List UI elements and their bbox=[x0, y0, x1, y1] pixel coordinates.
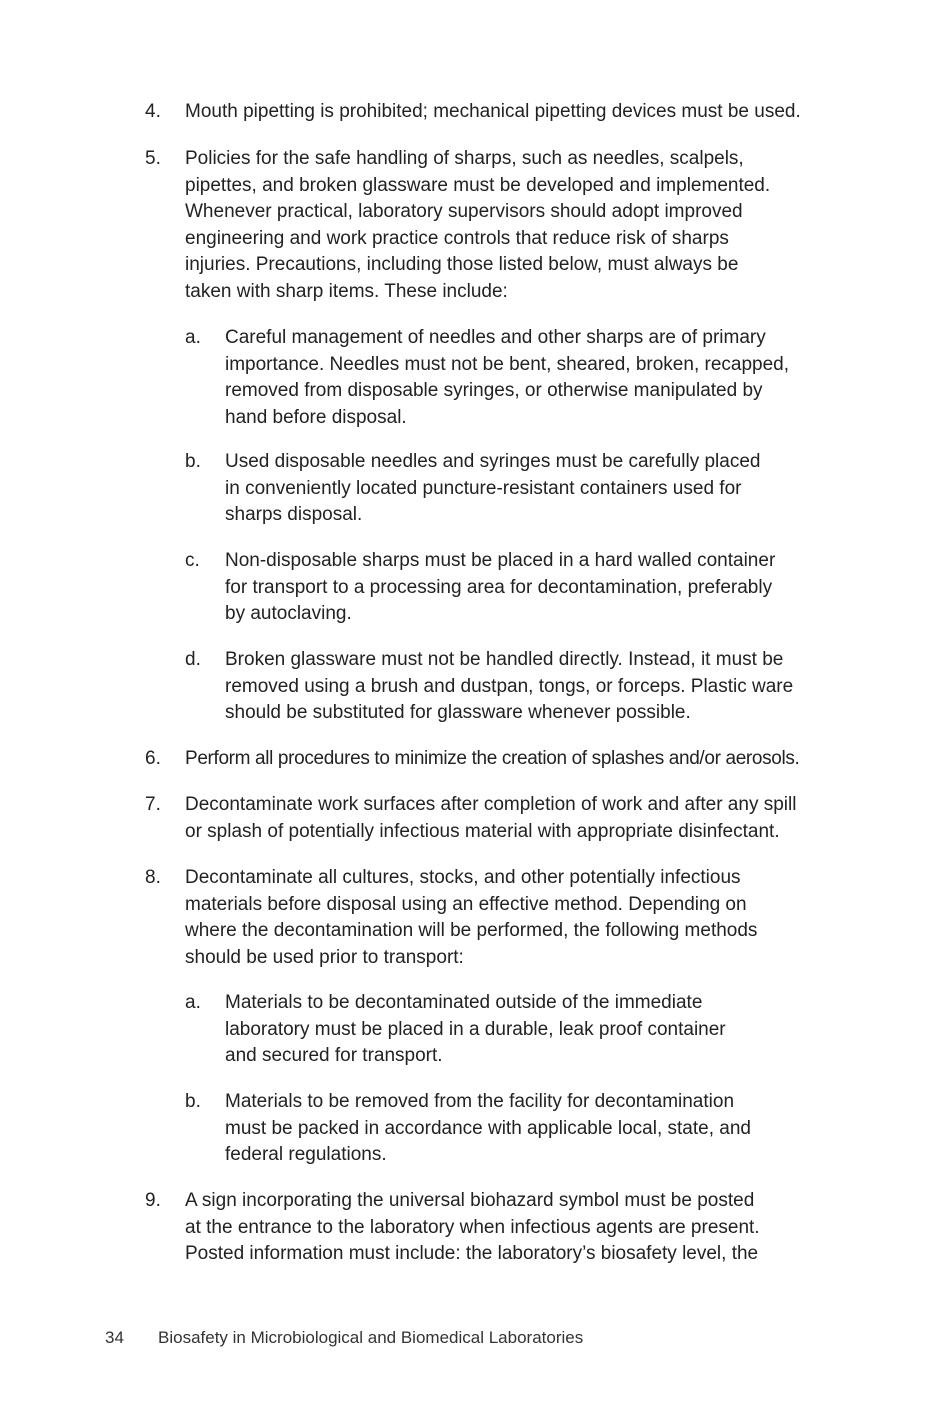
footer-title: Biosafety in Microbiological and Biomedical Laboratories bbox=[158, 1328, 584, 1347]
text-line: removed using a brush and dustpan, tongs, or forceps. Plastic ware bbox=[225, 675, 794, 697]
text-line: for transport to a processing area for decontamination, preferably bbox=[225, 576, 773, 598]
item-letter: a. bbox=[185, 992, 201, 1013]
item-text bbox=[225, 1089, 751, 1169]
text-line: Decontaminate all cultures, stocks, and other potentially infectious bbox=[185, 867, 741, 888]
text-line: materials before disposal using an effective method. Depending on bbox=[185, 893, 747, 915]
page-number: 34 bbox=[105, 1328, 124, 1347]
item-text bbox=[185, 146, 770, 305]
item-text bbox=[225, 647, 793, 727]
item-number: 7. bbox=[145, 794, 161, 815]
item-text bbox=[185, 746, 799, 773]
item-text bbox=[225, 990, 726, 1070]
text-line: A sign incorporating the universal biohazard symbol must be posted bbox=[185, 1190, 755, 1211]
item-letter: b. bbox=[185, 451, 201, 472]
text-line: Decontaminate work surfaces after completion of work and after any spill bbox=[185, 794, 797, 815]
text-line: hand before disposal. bbox=[225, 406, 407, 428]
text-line: pipettes, and broken glassware must be developed and implemented. bbox=[185, 174, 771, 196]
item-text bbox=[185, 1188, 760, 1268]
text-line: Careful management of needles and other sharps are of primary bbox=[225, 327, 766, 348]
item-text bbox=[185, 792, 796, 845]
item-letter: a. bbox=[185, 327, 201, 348]
text-line: Materials to be decontaminated outside of the immediate bbox=[225, 992, 703, 1013]
item-text bbox=[185, 865, 757, 971]
item-number: 9. bbox=[145, 1190, 161, 1211]
text-line: Perform all procedures to minimize the creation of splashes and/or aerosols. bbox=[185, 748, 800, 769]
item-number: 5. bbox=[145, 148, 161, 169]
item-number: 8. bbox=[145, 867, 161, 888]
item-text bbox=[225, 449, 760, 529]
text-line: where the decontamination will be performed, the following methods bbox=[185, 920, 758, 941]
text-line: in conveniently located puncture-resistant containers used for bbox=[225, 477, 742, 499]
text-line: Non-disposable sharps must be placed in a hard walled container bbox=[225, 550, 776, 571]
text-line: Materials to be removed from the facility for decontamination bbox=[225, 1091, 735, 1112]
text-line: or splash of potentially infectious material with appropriate disinfectant. bbox=[185, 820, 780, 842]
text-line: Used disposable needles and syringes must be carefully placed bbox=[225, 451, 761, 472]
item-text bbox=[185, 99, 801, 126]
text-line: taken with sharp items. These include: bbox=[185, 280, 508, 302]
text-line: Posted information must include: the laboratory’s biosafety level, the bbox=[185, 1243, 759, 1264]
text-line: removed from disposable syringes, or otherwise manipulated by bbox=[225, 380, 763, 401]
text-line: should be used prior to transport: bbox=[185, 946, 464, 968]
item-number: 6. bbox=[145, 748, 161, 769]
item-letter: b. bbox=[185, 1091, 201, 1112]
text-line: injuries. Precautions, including those listed below, must always be bbox=[185, 254, 739, 275]
text-line: engineering and work practice controls that reduce risk of sharps bbox=[185, 227, 729, 249]
text-line: Policies for the safe handling of sharps, such as needles, scalpels, bbox=[185, 148, 744, 169]
text-line: at the entrance to the laboratory when infectious agents are present. bbox=[185, 1216, 760, 1238]
text-line: sharps disposal. bbox=[225, 504, 363, 525]
text-line: federal regulations. bbox=[225, 1144, 387, 1165]
text-line: Broken glassware must not be handled directly. Instead, it must be bbox=[225, 649, 784, 670]
item-text bbox=[225, 548, 775, 628]
item-letter: d. bbox=[185, 649, 201, 670]
text-line: must be packed in accordance with applicable local, state, and bbox=[225, 1117, 751, 1139]
text-line: importance. Needles must not be bent, sheared, broken, recapped, bbox=[225, 353, 790, 375]
text-line: and secured for transport. bbox=[225, 1045, 443, 1066]
item-letter: c. bbox=[185, 550, 200, 571]
text-line: by autoclaving. bbox=[225, 603, 352, 624]
item-text bbox=[225, 325, 789, 431]
text-line: Mouth pipetting is prohibited; mechanical pipetting devices must be used. bbox=[185, 101, 801, 122]
text-line: should be substituted for glassware whenever possible. bbox=[225, 702, 691, 723]
text-line: Whenever practical, laboratory supervisors should adopt improved bbox=[185, 201, 743, 222]
text-line: laboratory must be placed in a durable, leak proof container bbox=[225, 1018, 726, 1040]
item-number: 4. bbox=[145, 101, 161, 122]
